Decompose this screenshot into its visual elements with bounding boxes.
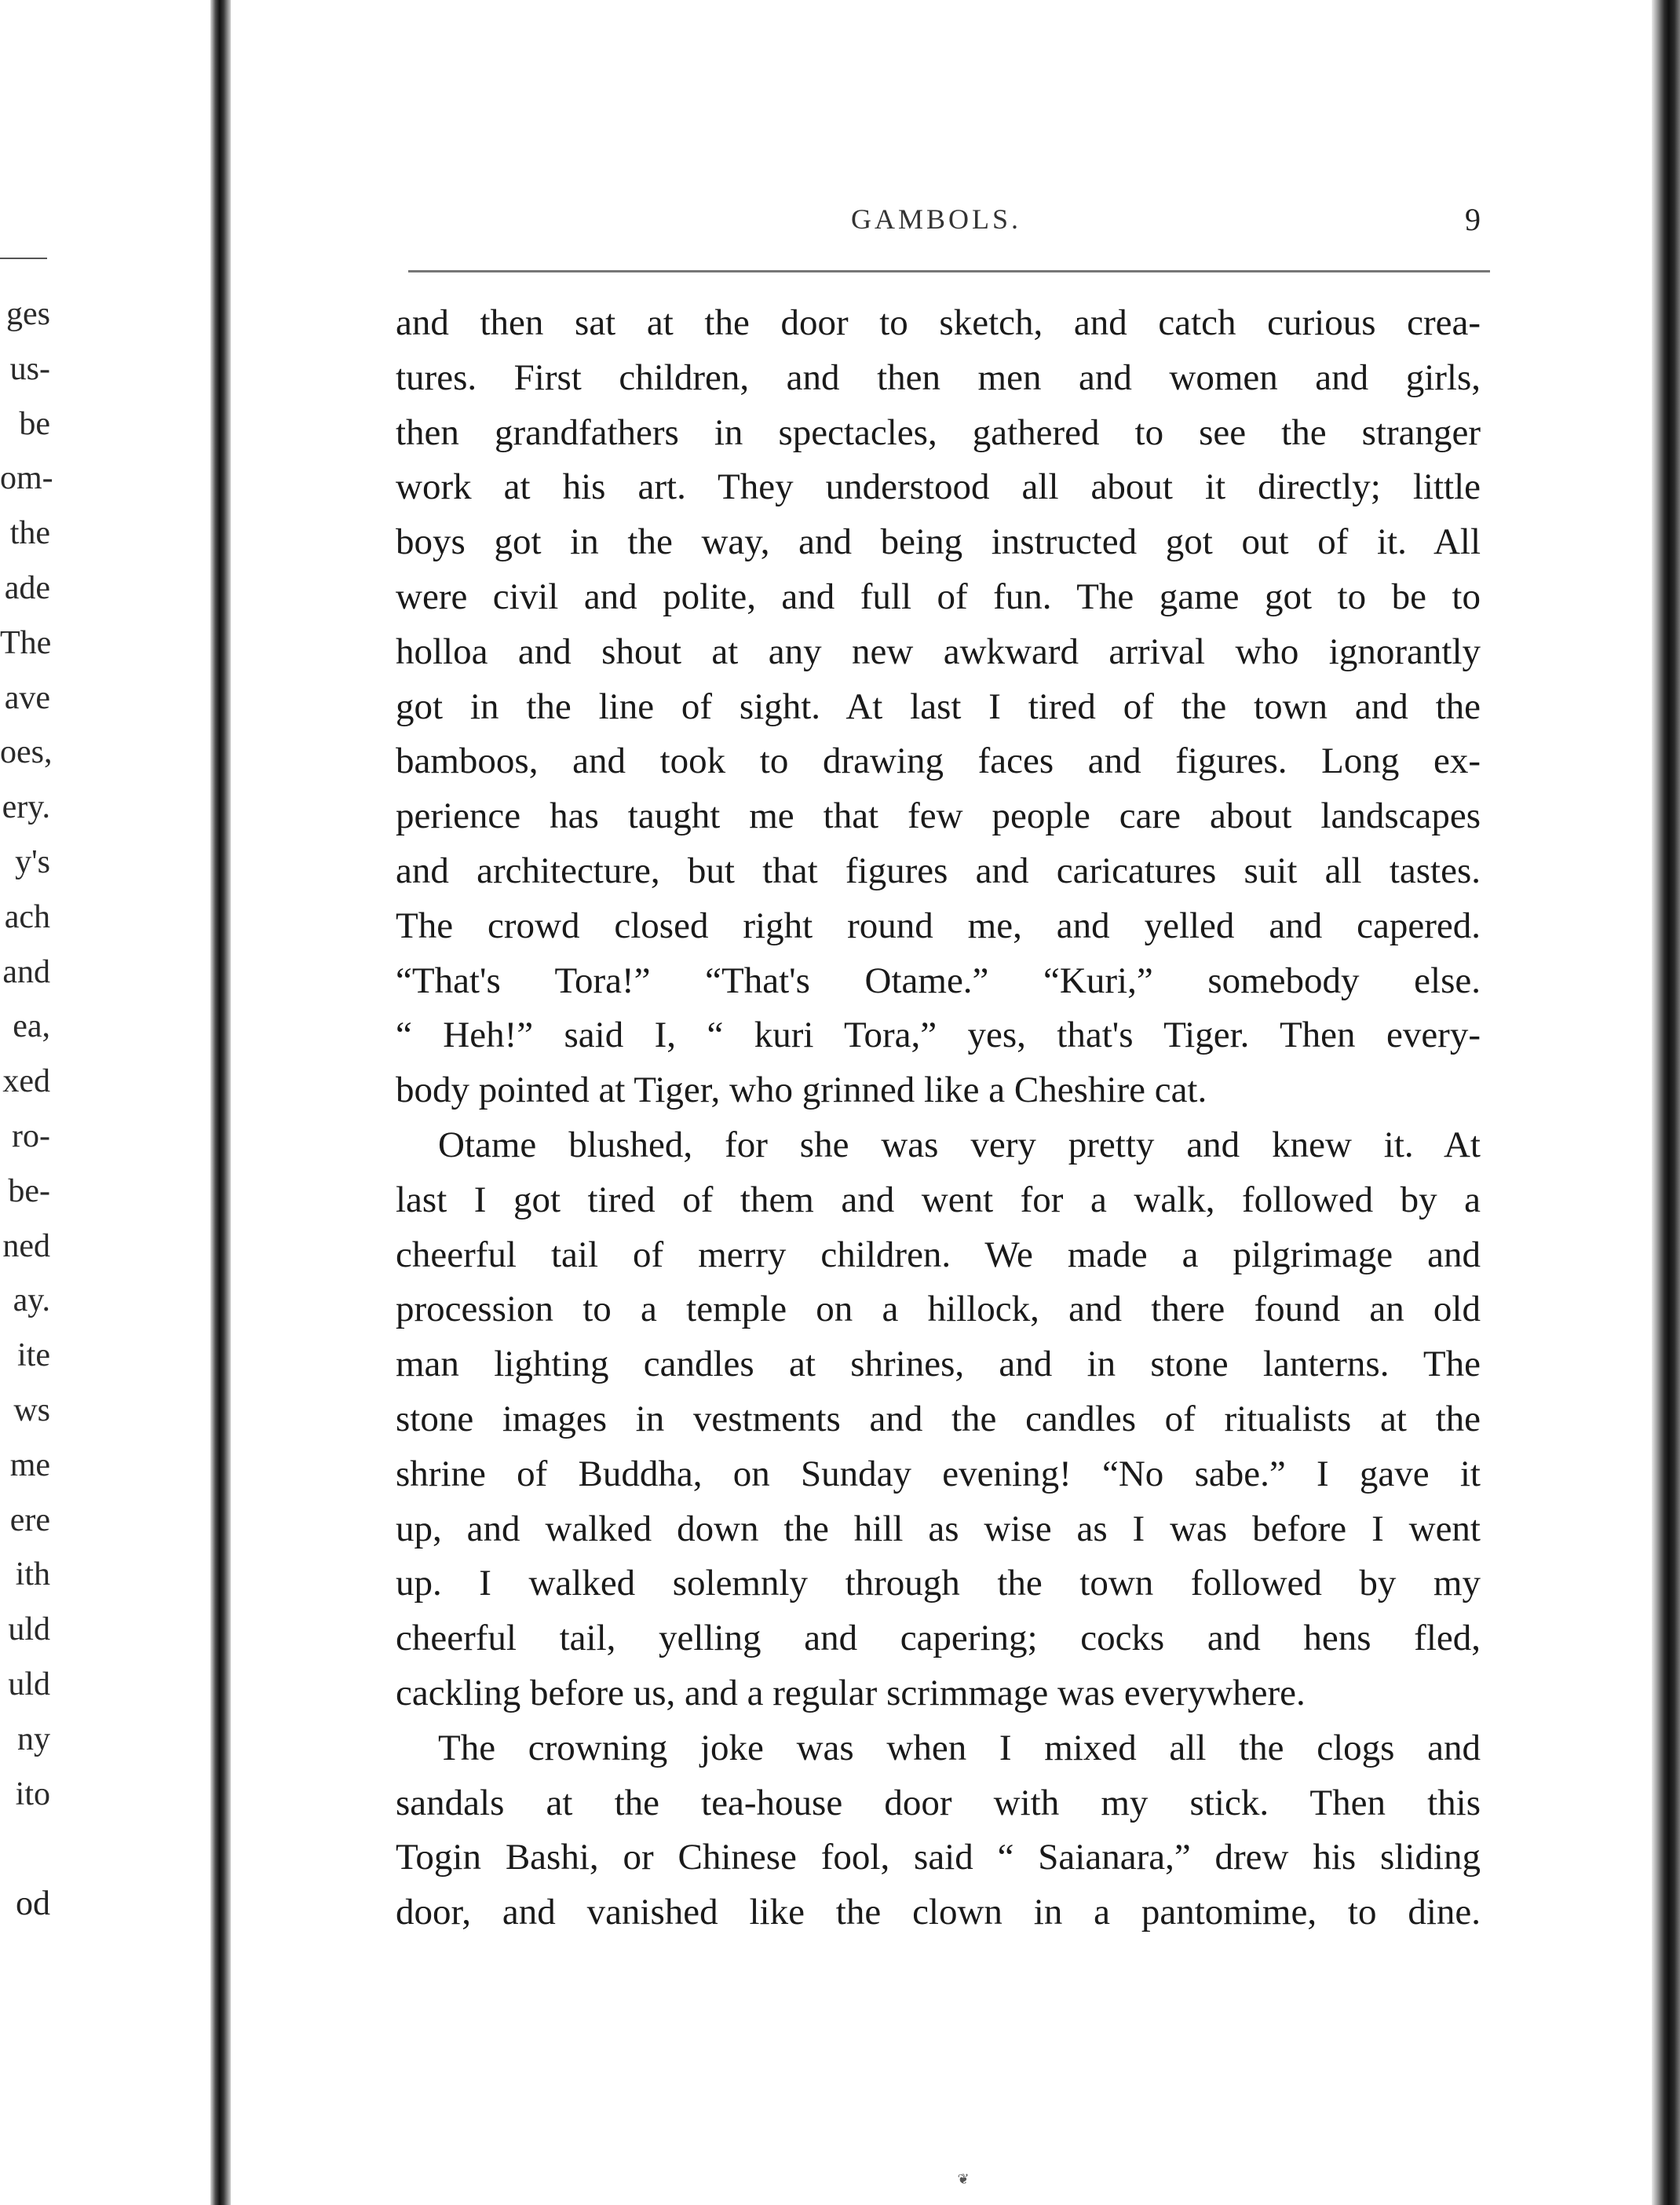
left-fragment: ges <box>6 296 50 332</box>
left-fragment: be <box>19 405 50 442</box>
text-line: stone images in vestments and the candles of ritualists at the <box>396 1398 1481 1439</box>
text-line: procession to a temple on a hillock, and there found an old <box>396 1289 1481 1330</box>
text-line: up, and walked down the hill as wise as I was before I went <box>396 1508 1481 1549</box>
left-fragment: ery. <box>2 789 50 826</box>
left-fragment: ite <box>17 1337 50 1374</box>
page-ornament-icon: ❦ <box>957 2171 970 2188</box>
left-fragment: ned <box>2 1227 50 1264</box>
text-line: Togin Bashi, or Chinese fool, said “ Saianara,” drew his sliding <box>396 1837 1481 1878</box>
left-fragment: The <box>0 624 52 661</box>
left-fragment: ave <box>4 679 50 716</box>
left-fragment: y's <box>15 843 50 880</box>
text-line: shrine of Buddha, on Sunday evening! “No sabe.” I gave it <box>396 1453 1481 1494</box>
left-fragment: the <box>9 515 50 552</box>
left-fragment: oes, <box>0 734 53 771</box>
text-line: got in the line of sight. At last I tired of the town and the <box>396 686 1481 727</box>
text-line: man lighting candles at shrines, and in stone lanterns. The <box>396 1344 1481 1385</box>
left-trailing-fragment: od <box>16 1884 50 1922</box>
left-fragment: and <box>2 953 50 990</box>
header-rule <box>408 270 1490 272</box>
left-facing-page <box>0 0 210 2205</box>
left-fragment: om- <box>0 460 53 497</box>
left-fragment: ea, <box>13 1008 50 1045</box>
text-line: The crowning joke was when I mixed all the clogs and <box>438 1727 1481 1768</box>
left-fragment: uld <box>8 1611 50 1648</box>
text-line: tures. First children, and then men and women and girls, <box>396 357 1481 398</box>
text-line: Otame blushed, for she was very pretty and knew it. At <box>438 1124 1481 1165</box>
left-page-rule <box>0 258 47 259</box>
text-line: and then sat at the door to sketch, and catch curious crea- <box>396 302 1481 343</box>
text-line: sandals at the tea-house door with my stick. Then this <box>396 1782 1481 1823</box>
left-fragment: ere <box>9 1501 50 1538</box>
text-line: cackling before us, and a regular scrimmage was everywhere. <box>396 1672 1306 1713</box>
left-fragment: ach <box>4 898 50 935</box>
text-line: cheerful tail, yelling and capering; cocks and hens fled, <box>396 1618 1481 1659</box>
left-fragment: ito <box>15 1775 50 1812</box>
book-page <box>231 0 1652 2205</box>
left-fragment: ith <box>15 1556 50 1593</box>
text-line: “That's Tora!” “That's Otame.” “Kuri,” somebody else. <box>396 960 1481 1001</box>
text-line: work at his art. They understood all about it directly; little <box>396 466 1481 508</box>
text-line: and architecture, but that figures and caricatures suit all tastes. <box>396 850 1481 891</box>
left-fragment: ade <box>4 569 50 606</box>
left-fragment: ny <box>17 1720 50 1757</box>
text-line: perience has taught me that few people care about landscapes <box>396 795 1481 837</box>
left-page-line-fragments <box>0 296 53 1833</box>
running-head: GAMBOLS. <box>851 203 1022 235</box>
left-fragment: xed <box>2 1063 50 1100</box>
book-right-edge <box>1652 0 1680 2205</box>
text-line: last I got tired of them and went for a walk, followed by a <box>396 1179 1481 1220</box>
text-line: were civil and polite, and full of fun. The game got to be to <box>396 576 1481 617</box>
text-line: bamboos, and took to drawing faces and figures. Long ex- <box>396 740 1481 782</box>
left-fragment: ay. <box>13 1282 50 1319</box>
left-fragment: ws <box>13 1391 50 1428</box>
text-line: then grandfathers in spectacles, gathered to see the stranger <box>396 411 1481 453</box>
left-fragment: ro- <box>12 1117 50 1154</box>
left-fragment: us- <box>9 350 50 387</box>
text-line: “ Heh!” said I, “ kuri Tora,” yes, that's Tiger. Then every- <box>396 1015 1481 1056</box>
body-text <box>396 297 1481 1941</box>
left-fragment: be- <box>8 1172 50 1209</box>
text-line: holloa and shout at any new awkward arrival who ignorantly <box>396 631 1481 672</box>
left-fragment: me <box>9 1446 50 1483</box>
left-fragment: uld <box>8 1666 50 1702</box>
text-line: cheerful tail of merry children. We made a pilgrimage and <box>396 1234 1481 1275</box>
book-gutter <box>210 0 231 2205</box>
text-line: up. I walked solemnly through the town followed by my <box>396 1563 1481 1604</box>
text-line: body pointed at Tiger, who grinned like a Cheshire cat. <box>396 1070 1207 1111</box>
text-line: boys got in the way, and being instructed got out of it. All <box>396 521 1481 563</box>
text-line: The crowd closed right round me, and yelled and capered. <box>396 905 1481 946</box>
text-line: door, and vanished like the clown in a pantomime, to dine. <box>396 1892 1481 1933</box>
page-number: 9 <box>1465 202 1481 237</box>
